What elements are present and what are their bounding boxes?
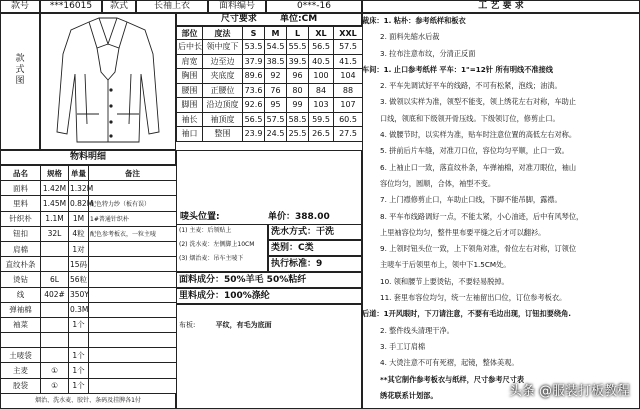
materials-cell: 面料 — [1, 181, 41, 196]
size-header-cell: S — [243, 27, 265, 40]
craft-line: 车间：1. 止口参考纸样 平车：1"=12针 所有明线不准接线 — [362, 64, 553, 74]
size-header-cell: L — [287, 27, 309, 40]
size-cell: 正腰位 — [203, 83, 243, 98]
size-cell: 88 — [334, 83, 363, 98]
size-cell: 41.5 — [334, 54, 363, 69]
craft-title: 工 艺 要 求 — [362, 0, 640, 13]
standard-label: 执行标准： — [271, 259, 317, 269]
size-header-cell: XXL — [334, 27, 363, 40]
craft-line: 6. 上袖止口一致，落直纹朴条，车弹袖棉，对准刀眼位，袖山 — [380, 162, 577, 172]
size-cell: 脚围 — [177, 98, 203, 113]
materials-row — [1, 302, 177, 317]
label-list — [176, 224, 268, 272]
materials-cell: 主麦 — [1, 363, 41, 378]
size-cell: 袖长 — [177, 112, 203, 127]
size-cell: 后中长 — [177, 40, 203, 55]
materials-cell: 32L — [41, 226, 69, 241]
size-cell: 24.5 — [265, 127, 287, 142]
size-cell: 边至边 — [203, 54, 243, 69]
size-header-cell: M — [265, 27, 287, 40]
craft-line: 口线，领底和下级领开骨压线。下级领订位，修剪止口。 — [380, 113, 560, 123]
size-cell: 39.5 — [287, 54, 309, 69]
materials-cell — [41, 302, 69, 317]
materials-cell: 1.32M — [69, 181, 89, 196]
size-header-cell: XL — [309, 27, 334, 40]
size-unit: 单位:CM — [279, 14, 318, 24]
materials-cell: 1个 — [69, 378, 89, 393]
garment-sketch — [40, 13, 176, 150]
craft-line: 3. 做领以实样为准，领型不能变，领上绣花左右对称，车助止 — [380, 97, 577, 107]
materials-cell: 56粒 — [69, 272, 89, 287]
sketch-label-cell — [0, 13, 40, 150]
materials-cell — [41, 257, 69, 272]
materials-cell: 直纹朴条 — [1, 257, 41, 272]
size-cell: 袖顶度 — [203, 112, 243, 127]
materials-row — [1, 287, 177, 302]
materials-footer: 烟治、洗水麦、胶针、条码及挂脾各1付 — [0, 393, 176, 409]
size-cell: 92 — [265, 69, 287, 84]
size-cell: 25.5 — [287, 127, 309, 142]
materials-cell: 0.3M — [69, 302, 89, 317]
craft-line: 上里袖容位均匀，整件里布要平缝之后才可以翻衫。 — [380, 227, 546, 237]
materials-cell: 1M — [69, 211, 89, 226]
craft-line: 4. 做腰节时，以实样为准，贴车时注意位置的高低左右对称。 — [380, 130, 577, 140]
fabric-no-label: 面料编号 — [208, 0, 266, 13]
size-cell: 54.5 — [265, 40, 287, 55]
materials-cell: 袖菜 — [1, 317, 41, 332]
size-cell: 23.9 — [243, 127, 265, 142]
materials-row — [1, 378, 177, 393]
materials-header-row — [1, 166, 177, 181]
size-cell: 89.6 — [243, 69, 265, 84]
style-name: 长袖上衣 — [136, 0, 208, 13]
craft-line: 裁床：1. 粘朴：参考纸样和板衣 — [362, 16, 466, 25]
materials-cell: 1个 — [69, 363, 89, 378]
materials-row — [1, 272, 177, 287]
label-item-1: (1) 主麦：后领贴上 — [179, 227, 232, 234]
size-cell: 84 — [309, 83, 334, 98]
size-cell: 76 — [265, 83, 287, 98]
materials-cell: 1对 — [69, 241, 89, 256]
craft-lines — [362, 13, 640, 404]
size-cell: 59.5 — [309, 112, 334, 127]
materials-cell — [41, 241, 69, 256]
materials-cell: 线 — [1, 287, 41, 302]
size-row — [177, 40, 363, 55]
materials-cell — [89, 181, 177, 196]
materials-row — [1, 226, 177, 241]
craft-line: 后道：1开风眼时，下刀请注意，不要有毛边出现，订钮扣要绕角. — [362, 309, 571, 319]
materials-cell — [89, 348, 177, 363]
label-item-3: (3) 烟治麦：吊车主唛下 — [179, 255, 244, 262]
size-row — [177, 83, 363, 98]
materials-row — [1, 363, 177, 378]
materials-title: 物料明细 — [0, 150, 176, 165]
craft-line: 4. 大烫注意不可有死褶，起镜，整体美观。 — [380, 358, 519, 368]
size-spec-title — [176, 13, 362, 26]
size-row — [177, 54, 363, 69]
wash-method — [268, 224, 362, 240]
size-cell: 107 — [334, 98, 363, 113]
materials-cell: ① — [41, 378, 69, 393]
fabric-composition: 面料成分：50%羊毛 50%粘纤 — [176, 272, 362, 288]
materials-cell: 弹袖棉 — [1, 302, 41, 317]
size-cell: 92.6 — [243, 98, 265, 113]
materials-cell: 4粒 — [69, 226, 89, 241]
materials-cell: 350Y — [69, 287, 89, 302]
size-cell: 56.5 — [309, 40, 334, 55]
standard — [268, 256, 362, 272]
materials-cell: 土唛袋 — [1, 348, 41, 363]
size-cell: 80 — [287, 83, 309, 98]
craft-line: 2. 面料先缩水后裁 — [380, 32, 440, 42]
size-cell: 55.5 — [287, 40, 309, 55]
materials-cell — [89, 302, 177, 317]
style-label: 款式 — [102, 0, 136, 13]
craft-line: 容位均匀，圆顺，合体，袖型不变。 — [380, 178, 496, 188]
standard-value: 9 — [316, 259, 323, 269]
size-cell: 40.5 — [309, 54, 334, 69]
size-cell: 60.5 — [334, 112, 363, 127]
fabric-no-value: 0***-16 — [266, 0, 362, 13]
unit-price: 单价：388.00 — [268, 212, 330, 222]
category-label: 类别： — [271, 243, 299, 253]
size-cell: 103 — [309, 98, 334, 113]
materials-cell — [89, 333, 177, 348]
size-header-cell: 度法 — [203, 27, 243, 40]
size-cell: 53.5 — [243, 40, 265, 55]
materials-table — [0, 165, 177, 394]
materials-cell — [89, 272, 177, 287]
materials-row — [1, 333, 177, 348]
size-cell: 104 — [334, 69, 363, 84]
size-cell: 37.9 — [243, 54, 265, 69]
pressing-note — [176, 304, 362, 409]
size-cell: 袖口 — [177, 127, 203, 142]
materials-header-cell: 备注 — [89, 166, 177, 181]
craft-line: 主唛车于后领里布上，领中下1.5CM处。 — [380, 260, 511, 270]
size-cell: 领中度下 — [203, 40, 243, 55]
craft-line: 11. 套里布容位均匀，统一左袖留出口位，订位参考板衣。 — [380, 293, 567, 303]
materials-cell — [41, 317, 69, 332]
pressing-label: 布板: — [179, 321, 196, 329]
wash-label: 洗水方式： — [271, 227, 317, 237]
size-spec-title-text: 尺寸要求 — [220, 14, 257, 24]
size-cell: 27.5 — [334, 127, 363, 142]
materials-cell: ① — [41, 363, 69, 378]
materials-row — [1, 181, 177, 196]
size-cell: 57.5 — [334, 40, 363, 55]
size-cell: 胸围 — [177, 69, 203, 84]
materials-row — [1, 211, 177, 226]
materials-row — [1, 257, 177, 272]
craft-line: 3. 手工订肩棉 — [380, 341, 426, 351]
size-cell: 99 — [287, 98, 309, 113]
lining-composition: 里料成分：100%涤纶 — [176, 288, 362, 304]
materials-header-cell: 单量 — [69, 166, 89, 181]
materials-cell — [69, 333, 89, 348]
size-header-row — [177, 27, 363, 40]
craft-line: 9. 上领时钮头位一致，上下领角对准，骨位左右对称，订领位 — [380, 244, 577, 254]
craft-line: 绣花联系计划部。 — [380, 390, 438, 400]
size-cell: 38.5 — [265, 54, 287, 69]
materials-header-cell: 品名 — [1, 166, 41, 181]
size-cell: 肩宽 — [177, 54, 203, 69]
category-value: C类 — [298, 243, 314, 253]
craft-line: **其它制作参考板衣与纸样，尺寸参考尺寸表 — [380, 374, 525, 384]
materials-cell — [41, 333, 69, 348]
size-cell: 100 — [309, 69, 334, 84]
craft-line: 8. 平车布线路调好一点，不能太紧，小心油迹，后中有风琴位， — [380, 211, 584, 221]
size-cell: 26.5 — [309, 127, 334, 142]
materials-cell — [89, 257, 177, 272]
materials-cell — [89, 241, 177, 256]
size-row — [177, 98, 363, 113]
materials-cell — [1, 333, 41, 348]
materials-cell: 6L — [41, 272, 69, 287]
materials-cell: 里料 — [1, 196, 41, 211]
materials-cell: 402# — [41, 287, 69, 302]
size-row — [177, 112, 363, 127]
materials-cell: 1#普通针织朴 — [89, 211, 177, 226]
craft-line: 5. 拼前后片车缝，对准刀口位，容位均匀平顺，止口一致。 — [380, 146, 569, 156]
materials-row — [1, 196, 177, 211]
materials-cell — [89, 317, 177, 332]
materials-header-cell: 规格 — [41, 166, 69, 181]
materials-cell: 1.42M — [41, 181, 69, 196]
size-cell: 58.5 — [287, 112, 309, 127]
size-spec-table — [176, 26, 363, 142]
materials-cell: 配色特力纱（板有误） — [89, 196, 177, 211]
size-cell: 56.5 — [243, 112, 265, 127]
materials-cell: 配色参考板衣，一粒主唛 — [89, 226, 177, 241]
size-cell: 整围 — [203, 127, 243, 142]
materials-cell: 肩棉 — [1, 241, 41, 256]
craft-line: 2. 平车先调试好平车的线路，不可有松紧，泡线；油渍。 — [380, 81, 562, 91]
size-row — [177, 127, 363, 142]
craft-line: 7. 上门襟修剪止口，车助止口线，下脚不能吊脚，露襟。 — [380, 195, 562, 205]
size-cell: 95 — [265, 98, 287, 113]
materials-cell: 1.1M — [41, 211, 69, 226]
craft-line: 10. 领和腰节上要烫钻，不要轻易脱掉。 — [380, 276, 509, 286]
size-cell: 夹底度 — [203, 69, 243, 84]
materials-cell — [89, 287, 177, 302]
size-cell: 沿边顶度 — [203, 98, 243, 113]
size-header-cell: 部位 — [177, 27, 203, 40]
pressing-value: 平纹，有毛为底面 — [215, 321, 272, 329]
style-no-value: ***16015 — [40, 0, 102, 13]
materials-cell — [89, 378, 177, 393]
craft-line: 3. 拉布注意布纹，分清正反面 — [380, 48, 476, 58]
materials-cell: 胶袋 — [1, 378, 41, 393]
materials-cell — [89, 363, 177, 378]
materials-cell: 1个 — [69, 317, 89, 332]
size-row — [177, 69, 363, 84]
size-cell: 57.5 — [265, 112, 287, 127]
materials-cell: 0.82M — [69, 196, 89, 211]
sketch-label: 款式图 — [15, 54, 25, 86]
watermark: 头条 @服装打板教程 — [508, 384, 630, 399]
materials-cell: 钮扣 — [1, 226, 41, 241]
label-item-2: (2) 洗水麦：左侧脚上10CM — [179, 241, 255, 248]
materials-cell: 1.45M — [41, 196, 69, 211]
materials-row — [1, 348, 177, 363]
jacket-sketch-icon — [41, 14, 175, 149]
materials-cell: 1个 — [69, 348, 89, 363]
materials-cell: 15码 — [69, 257, 89, 272]
label-position-title: 唛头位置: — [180, 212, 220, 222]
style-no-label: 款号 — [0, 0, 40, 13]
craft-line: 2. 整件线头清理干净。 — [380, 325, 454, 335]
materials-row — [1, 317, 177, 332]
materials-cell — [41, 348, 69, 363]
size-cell: 腰围 — [177, 83, 203, 98]
size-cell: 96 — [287, 69, 309, 84]
materials-row — [1, 241, 177, 256]
category — [268, 240, 362, 256]
materials-cell: 烫钻 — [1, 272, 41, 287]
materials-cell: 针织朴 — [1, 211, 41, 226]
size-cell: 73.6 — [243, 83, 265, 98]
wash-value: 干洗 — [316, 227, 335, 237]
